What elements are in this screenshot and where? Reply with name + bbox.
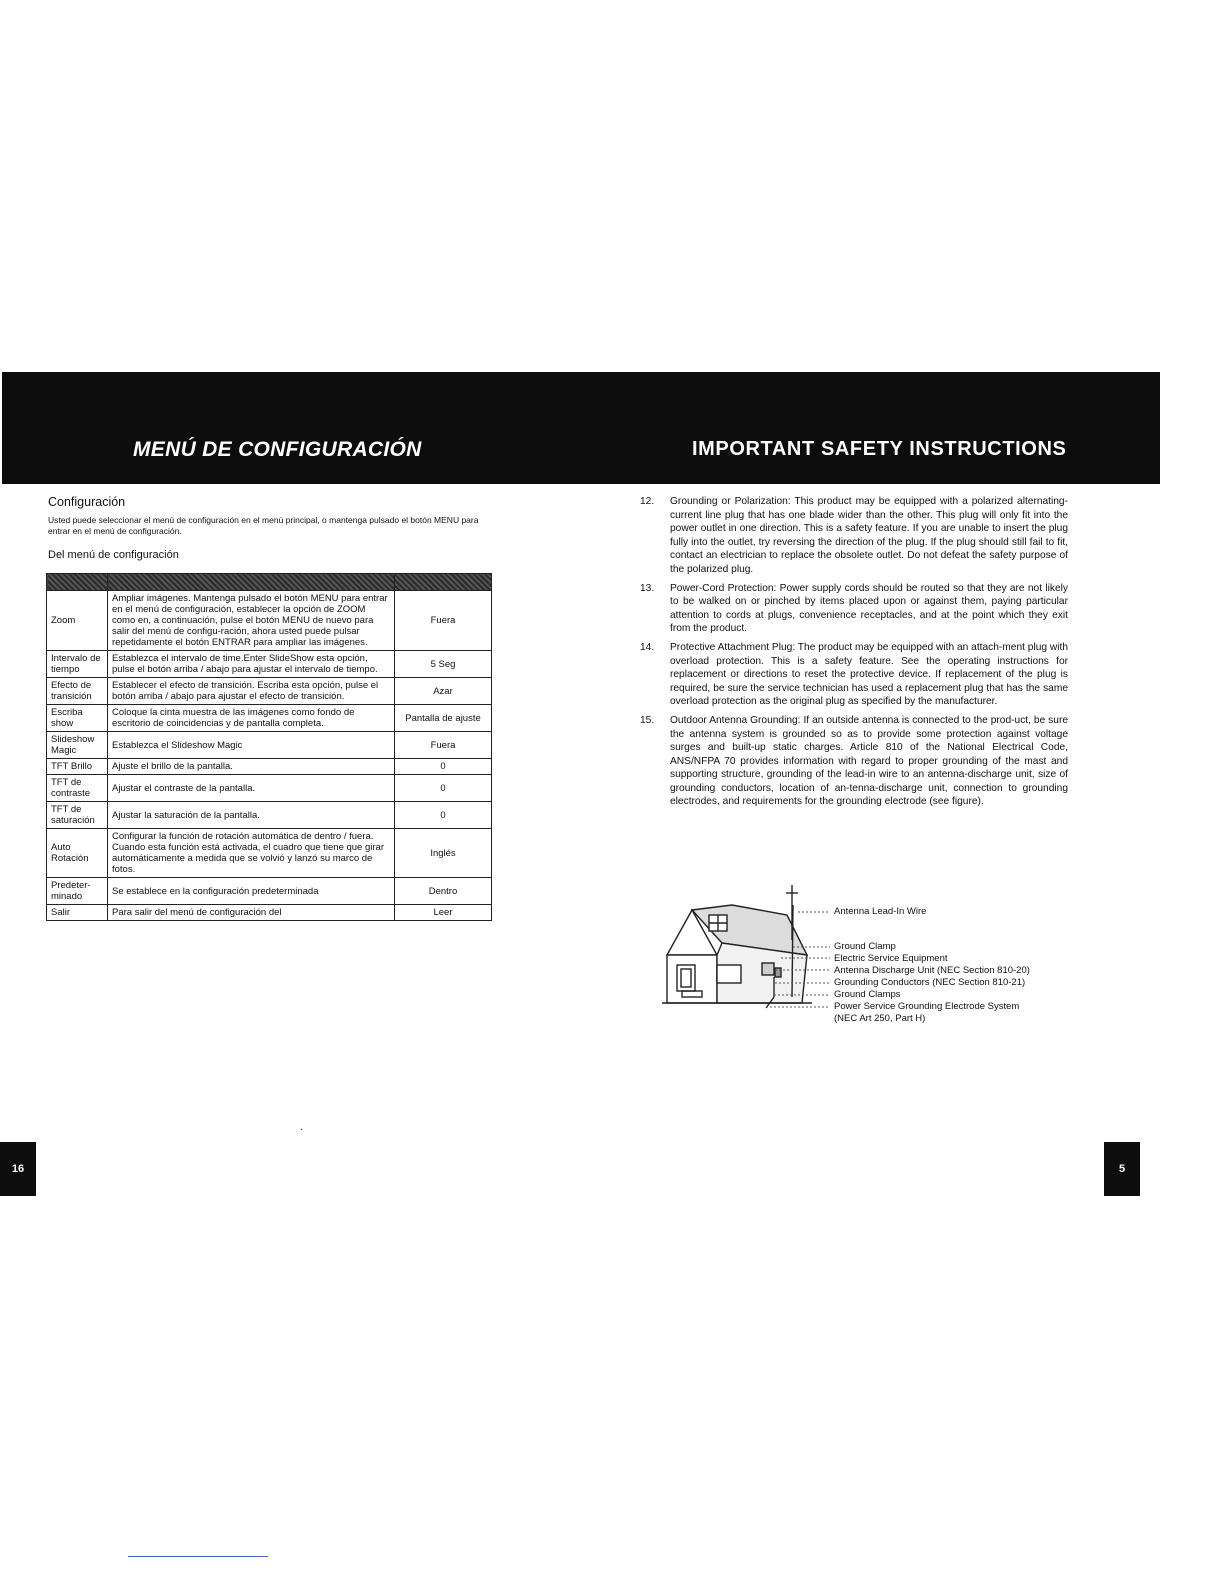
- page-number-left: 16: [0, 1142, 36, 1196]
- subheading: Del menú de configuración: [48, 549, 179, 561]
- safety-item-number: 15.: [640, 714, 655, 726]
- table-row: [47, 732, 492, 759]
- left-page-header: MENÚ DE CONFIGURACIÓN: [133, 438, 422, 461]
- setting-name: TFT de saturación: [47, 802, 108, 829]
- safety-item-text: Power-Cord Protection: Power supply cords should be routed so that they are not likely to be walked on or pinched by items placed upon or against them, paying particular attention to cords at plugs, convenience receptacles, and at the point which they exit from the product.: [670, 582, 1068, 635]
- setting-description: Ajustar la saturación de la pantalla.: [108, 802, 395, 829]
- setting-value: Dentro: [395, 878, 492, 905]
- safety-item: [628, 582, 1068, 636]
- table-row: [47, 775, 492, 802]
- label-ground-clamps: Ground Clamps: [834, 989, 901, 1000]
- setting-name: Efecto de transición: [47, 678, 108, 705]
- setting-name: TFT Brillo: [47, 759, 108, 775]
- label-power-service: Power Service Grounding Electrode System: [834, 1001, 1020, 1012]
- intro-text: Usted puede seleccionar el menú de configuración en el menú principal, o mantenga pulsado el botón MENU para entrar en el menú de configuración.: [48, 515, 479, 536]
- scan-speck: ·: [300, 1124, 304, 1135]
- setting-value: Inglés: [395, 829, 492, 878]
- table-header-bar: [47, 574, 492, 591]
- setting-description: Se establece en la configuración predeterminada: [108, 878, 395, 905]
- safety-item-number: 13.: [640, 582, 655, 594]
- section-title: Configuración: [48, 495, 126, 509]
- header-banner: [2, 372, 1160, 484]
- setting-description: Coloque la cinta muestra de las imágenes como fondo de escritorio de coincidencias y de pantalla completa.: [108, 705, 395, 732]
- table-row: [47, 705, 492, 732]
- table-row: [47, 829, 492, 878]
- setting-description: Establezca el intervalo de time.Enter SlideShow esta opción, pulse el botón arriba / abajo para ajustar el intervalo de tiempo.: [108, 651, 395, 678]
- footer-rule: [128, 1556, 268, 1557]
- page-number-right: 5: [1104, 1142, 1140, 1196]
- setting-name: Zoom: [47, 591, 108, 651]
- settings-table: [46, 573, 492, 921]
- label-grounding-conductors: Grounding Conductors (NEC Section 810-21): [834, 977, 1026, 988]
- setting-description: Ajustar el contraste de la pantalla.: [108, 775, 395, 802]
- setting-description: Establecer el efecto de transición. Escriba esta opción, pulse el botón arriba / abajo para ajustar el efecto de transición.: [108, 678, 395, 705]
- house-antenna-illustration: [662, 885, 837, 1020]
- setting-description: Para salir del menú de configuración del: [108, 905, 395, 921]
- setting-value: 5 Seg: [395, 651, 492, 678]
- table-row: [47, 759, 492, 775]
- safety-item-text: Grounding or Polarization: This product may be equipped with a polarized alternating-current line plug that has one blade wider than the other. This plug will only fit into the power outlet in one direction. This is a safety feature. If you are unable to insert the plug fully into the outlet, try reversing the direction of the plug. If the plug should still fail to fit, contact an electrician to replace the obsolete outlet. Do not defeat the safety purpose of the polarized plug.: [670, 496, 1068, 575]
- safety-item-number: 12.: [640, 496, 655, 507]
- safety-item: [628, 714, 1068, 809]
- setting-name: Salir: [47, 905, 108, 921]
- setting-description: Ajuste el brillo de la pantalla.: [108, 759, 395, 775]
- setting-name: Slideshow Magic: [47, 732, 108, 759]
- table-row: [47, 878, 492, 905]
- setting-name: Predeter-minado: [47, 878, 108, 905]
- table-row: [47, 678, 492, 705]
- setting-value: 0: [395, 802, 492, 829]
- safety-item: [628, 495, 1068, 577]
- setting-value: Fuera: [395, 591, 492, 651]
- label-ground-clamp: Ground Clamp: [834, 941, 896, 952]
- table-row: [47, 651, 492, 678]
- setting-description: Establezca el Slideshow Magic: [108, 732, 395, 759]
- setting-value: Pantalla de ajuste: [395, 705, 492, 732]
- right-page-header: IMPORTANT SAFETY INSTRUCTIONS: [692, 438, 1067, 460]
- safety-item-number: 14.: [640, 641, 655, 653]
- safety-item-text: Protective Attachment Plug: The product may be equipped with an attach-ment plug with overload protection. This is a safety feature. See the operating instructions for replacement or directions to reset the protective device. If replacement of the plug is required, be sure the service technician has used a replacement plug that has the same overload protection as the original plug as specified by the manufacturer.: [670, 641, 1068, 708]
- table-row: [47, 905, 492, 921]
- setting-name: Auto Rotación: [47, 829, 108, 878]
- setting-description: Ampliar imágenes. Mantenga pulsado el botón MENU para entrar en el menú de configuración, establecer la opción de ZOOM como en, a continuación, pulse el botón MENU de nuevo para salir del menú de configu-ración, ahora usted puede pulsar repetidamente el botón ENTRAR para ampliar las imágenes.: [108, 591, 395, 651]
- setting-description: Configurar la función de rotación automática de dentro / fuera. Cuando esta función está activada, el cuadro que tiene que girar automáticamente a medida que se volvió y lanzó su marco de fotos.: [108, 829, 395, 878]
- setting-name: TFT de contraste: [47, 775, 108, 802]
- setting-value: Leer: [395, 905, 492, 921]
- safety-item: [628, 641, 1068, 709]
- label-nec-art: (NEC Art 250, Part H): [834, 1013, 926, 1024]
- table-row: [47, 802, 492, 829]
- setting-name: Intervalo de tiempo: [47, 651, 108, 678]
- setting-value: 0: [395, 759, 492, 775]
- safety-list: [628, 495, 1068, 814]
- safety-item-text: Outdoor Antenna Grounding: If an outside antenna is connected to the prod-uct, be sure the antenna system is grounded so as to provide some protection against voltage surges and built-up static charges. Article 810 of the National Electrical Code, ANS/NFPA 70 provides information with regard to proper grounding of the mast and supporting structure, grounding of the lead-in wire to an antenna-discharge unit, size of grounding conductors, location of an-tenna-discharge unit, connection to grounding electrodes, and requirements for the grounding electrode (see figure).: [670, 714, 1068, 808]
- label-electric-service: Electric Service Equipment: [834, 953, 948, 964]
- table-row: [47, 591, 492, 651]
- antenna-grounding-figure: [662, 885, 1082, 1045]
- setting-value: 0: [395, 775, 492, 802]
- setting-value: Azar: [395, 678, 492, 705]
- setting-name: Escriba show: [47, 705, 108, 732]
- label-discharge-unit: Antenna Discharge Unit (NEC Section 810-20): [834, 965, 1030, 976]
- setting-value: Fuera: [395, 732, 492, 759]
- label-antenna-lead-in: Antenna Lead-In Wire: [834, 906, 927, 917]
